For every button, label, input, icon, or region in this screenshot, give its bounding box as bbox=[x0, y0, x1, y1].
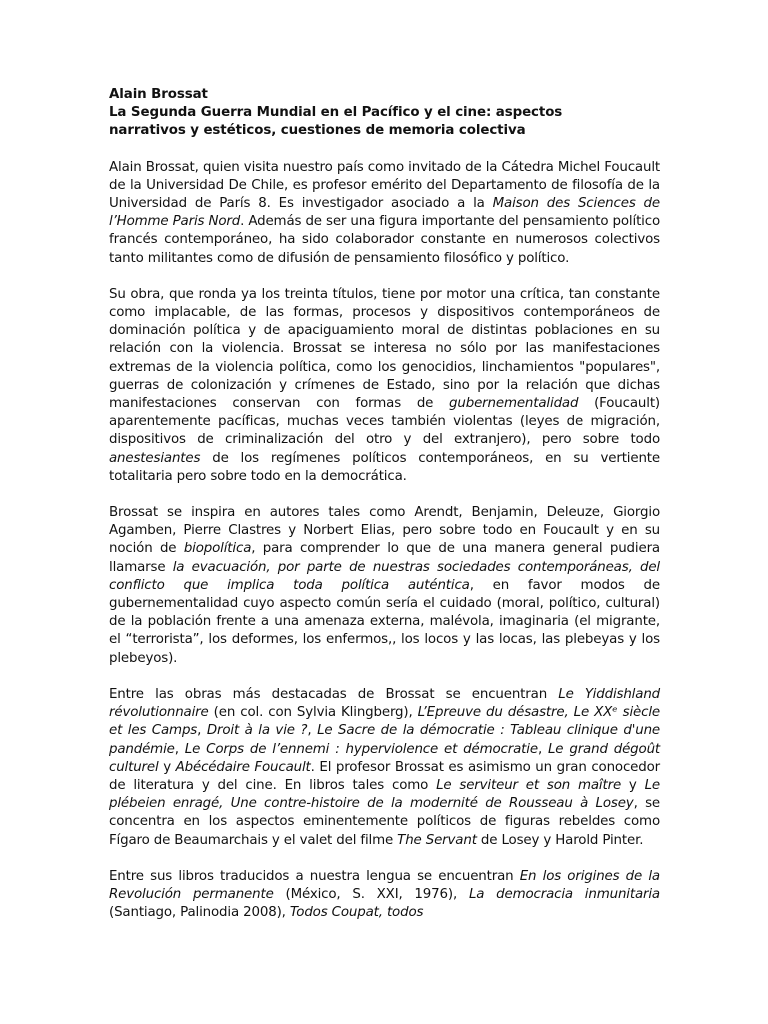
text-run: , en favor modos de gubernementalidad cuyo aspecto común sería el cuidado (moral, político, cultural) de la población frente a una amenaza externa, malévola, imaginaria (el migrante, el “terrorista”, los deformes, los enfermos,, los locos y las locas, las plebeyas y los plebeyos). bbox=[109, 577, 660, 666]
italic-text: Maison des Sciences de l’Homme Paris Nord bbox=[109, 196, 660, 230]
italic-text: Le grand dégoût culturel bbox=[109, 741, 661, 775]
text-run: Brossat se inspira en autores tales como Arendt, Benjamin, Deleuze, Giorgio Agamben, Pierre Clastres y Norbert Elias, pero sobre todo en Foucault y en su noción de bbox=[109, 505, 660, 557]
text-run: (en col. con Sylvia Klingberg), bbox=[208, 705, 418, 721]
text-run: Entre sus libros traducidos a nuestra lengua se encuentran bbox=[109, 868, 520, 884]
text-run: . Además de ser una figura importante del pensamiento político francés contemporáneo, ha sido colaborador constante en numerosos colectivos tanto militantes como de difusión de pensamiento filosófico y político. bbox=[109, 214, 661, 266]
italic-text: En los origines de la Revolución permanente bbox=[109, 868, 660, 902]
italic-text: L’Epreuve du désastre, Le XXᵉ siècle et les Camps bbox=[109, 705, 660, 739]
text-run: y bbox=[621, 777, 645, 793]
paragraph-main-works bbox=[109, 686, 660, 850]
italic-text: biopolítica bbox=[183, 541, 252, 557]
italic-text: Le plébeien enragé, Une contre-histoire de la modernité de Rousseau à Losey bbox=[109, 777, 661, 812]
italic-text: Le Yiddishland révolutionnaire bbox=[109, 686, 661, 721]
paragraph-intro bbox=[109, 159, 660, 268]
italic-text: The Servant bbox=[397, 832, 477, 848]
text-run: (Santiago, Palinodia 2008), bbox=[109, 905, 290, 921]
title-line-1: La Segunda Guerra Mundial en el Pacífico y el cine: aspectos bbox=[109, 105, 563, 121]
text-run: , bbox=[174, 741, 185, 757]
italic-text: Abécédaire Foucault bbox=[175, 759, 311, 775]
italic-text: Le Corps de l’ennemi : hyperviolence et démocratie bbox=[184, 741, 538, 757]
title-block bbox=[109, 86, 660, 141]
italic-text: Droit à la vie ? bbox=[206, 723, 308, 739]
italic-text: Le serviteur et son maître bbox=[436, 777, 622, 793]
text-run: de Losey y Harold Pinter. bbox=[476, 832, 644, 848]
text-run: Su obra, que ronda ya los treinta títulos, tiene por motor una crítica, tan constante como implacable, de las formas, procesos y dispositivos contemporáneos de dominación política y de apaciguamiento moral de distintas poblaciones en su relación con la violencia. Brossat se interesa no sólo por las manifestaciones extremas de la violencia política, como los genocidios, linchamientos "populares", guerras de colonización y crímenes de Estado, sino por la relación que dichas manifestaciones conservan con formas de bbox=[109, 286, 660, 412]
title-line-2: narrativos y estéticos, cuestiones de memoria colectiva bbox=[109, 123, 526, 139]
text-run: , se concentra en los aspectos eminentemente políticos de figuras rebeldes como Fígaro de Beaumarchais y el valet del filme bbox=[109, 796, 660, 848]
italic-text: la evacuación, por parte de nuestras sociedades contemporáneas, del conflicto que implica toda política auténtica bbox=[109, 559, 660, 593]
paragraph-influences bbox=[109, 504, 660, 668]
document-page bbox=[109, 86, 660, 922]
italic-text: anestesiantes bbox=[109, 450, 201, 466]
paragraph-work bbox=[109, 286, 660, 486]
italic-text: La democracia inmunitaria bbox=[468, 886, 660, 902]
text-run: Alain Brossat, quien visita nuestro país como invitado de la Cátedra Michel Foucault de la Universidad De Chile, es profesor emérito del Departamento de filosofía de la Universidad de París 8. Es investigador asociado a la bbox=[109, 159, 660, 212]
text-run: (Foucault) aparentemente pacíficas, muchas veces también violentas (leyes de migración, dispositivos de criminalización del otro y del extranjero), pero sobre todo bbox=[109, 396, 660, 448]
text-run: , para comprender lo que de una manera general pudiera llamarse bbox=[109, 541, 660, 575]
paragraph-translations bbox=[109, 868, 660, 923]
italic-text: gubernementalidad bbox=[449, 396, 579, 412]
text-run: Entre las obras más destacadas de Brossat se encuentran bbox=[109, 686, 559, 702]
text-run: (México, S. XXI, 1976), bbox=[273, 886, 469, 902]
italic-text: Todos Coupat, todos bbox=[289, 905, 424, 921]
text-run: de los regímenes políticos contemporáneos, en su vertiente totalitaria pero sobre todo en la democrática. bbox=[109, 450, 660, 484]
text-run: , bbox=[537, 741, 548, 757]
text-run: , bbox=[307, 723, 318, 739]
text-run: y bbox=[158, 759, 176, 775]
body-text bbox=[109, 159, 660, 923]
author-name: Alain Brossat bbox=[109, 87, 208, 102]
italic-text: Le Sacre de la démocratie : Tableau clinique d'une pandémie bbox=[109, 723, 661, 757]
text-run: . El profesor Brossat es asimismo un gran conocedor de literatura y del cine. En libros tales como bbox=[109, 759, 661, 793]
text-run: , bbox=[197, 723, 207, 739]
